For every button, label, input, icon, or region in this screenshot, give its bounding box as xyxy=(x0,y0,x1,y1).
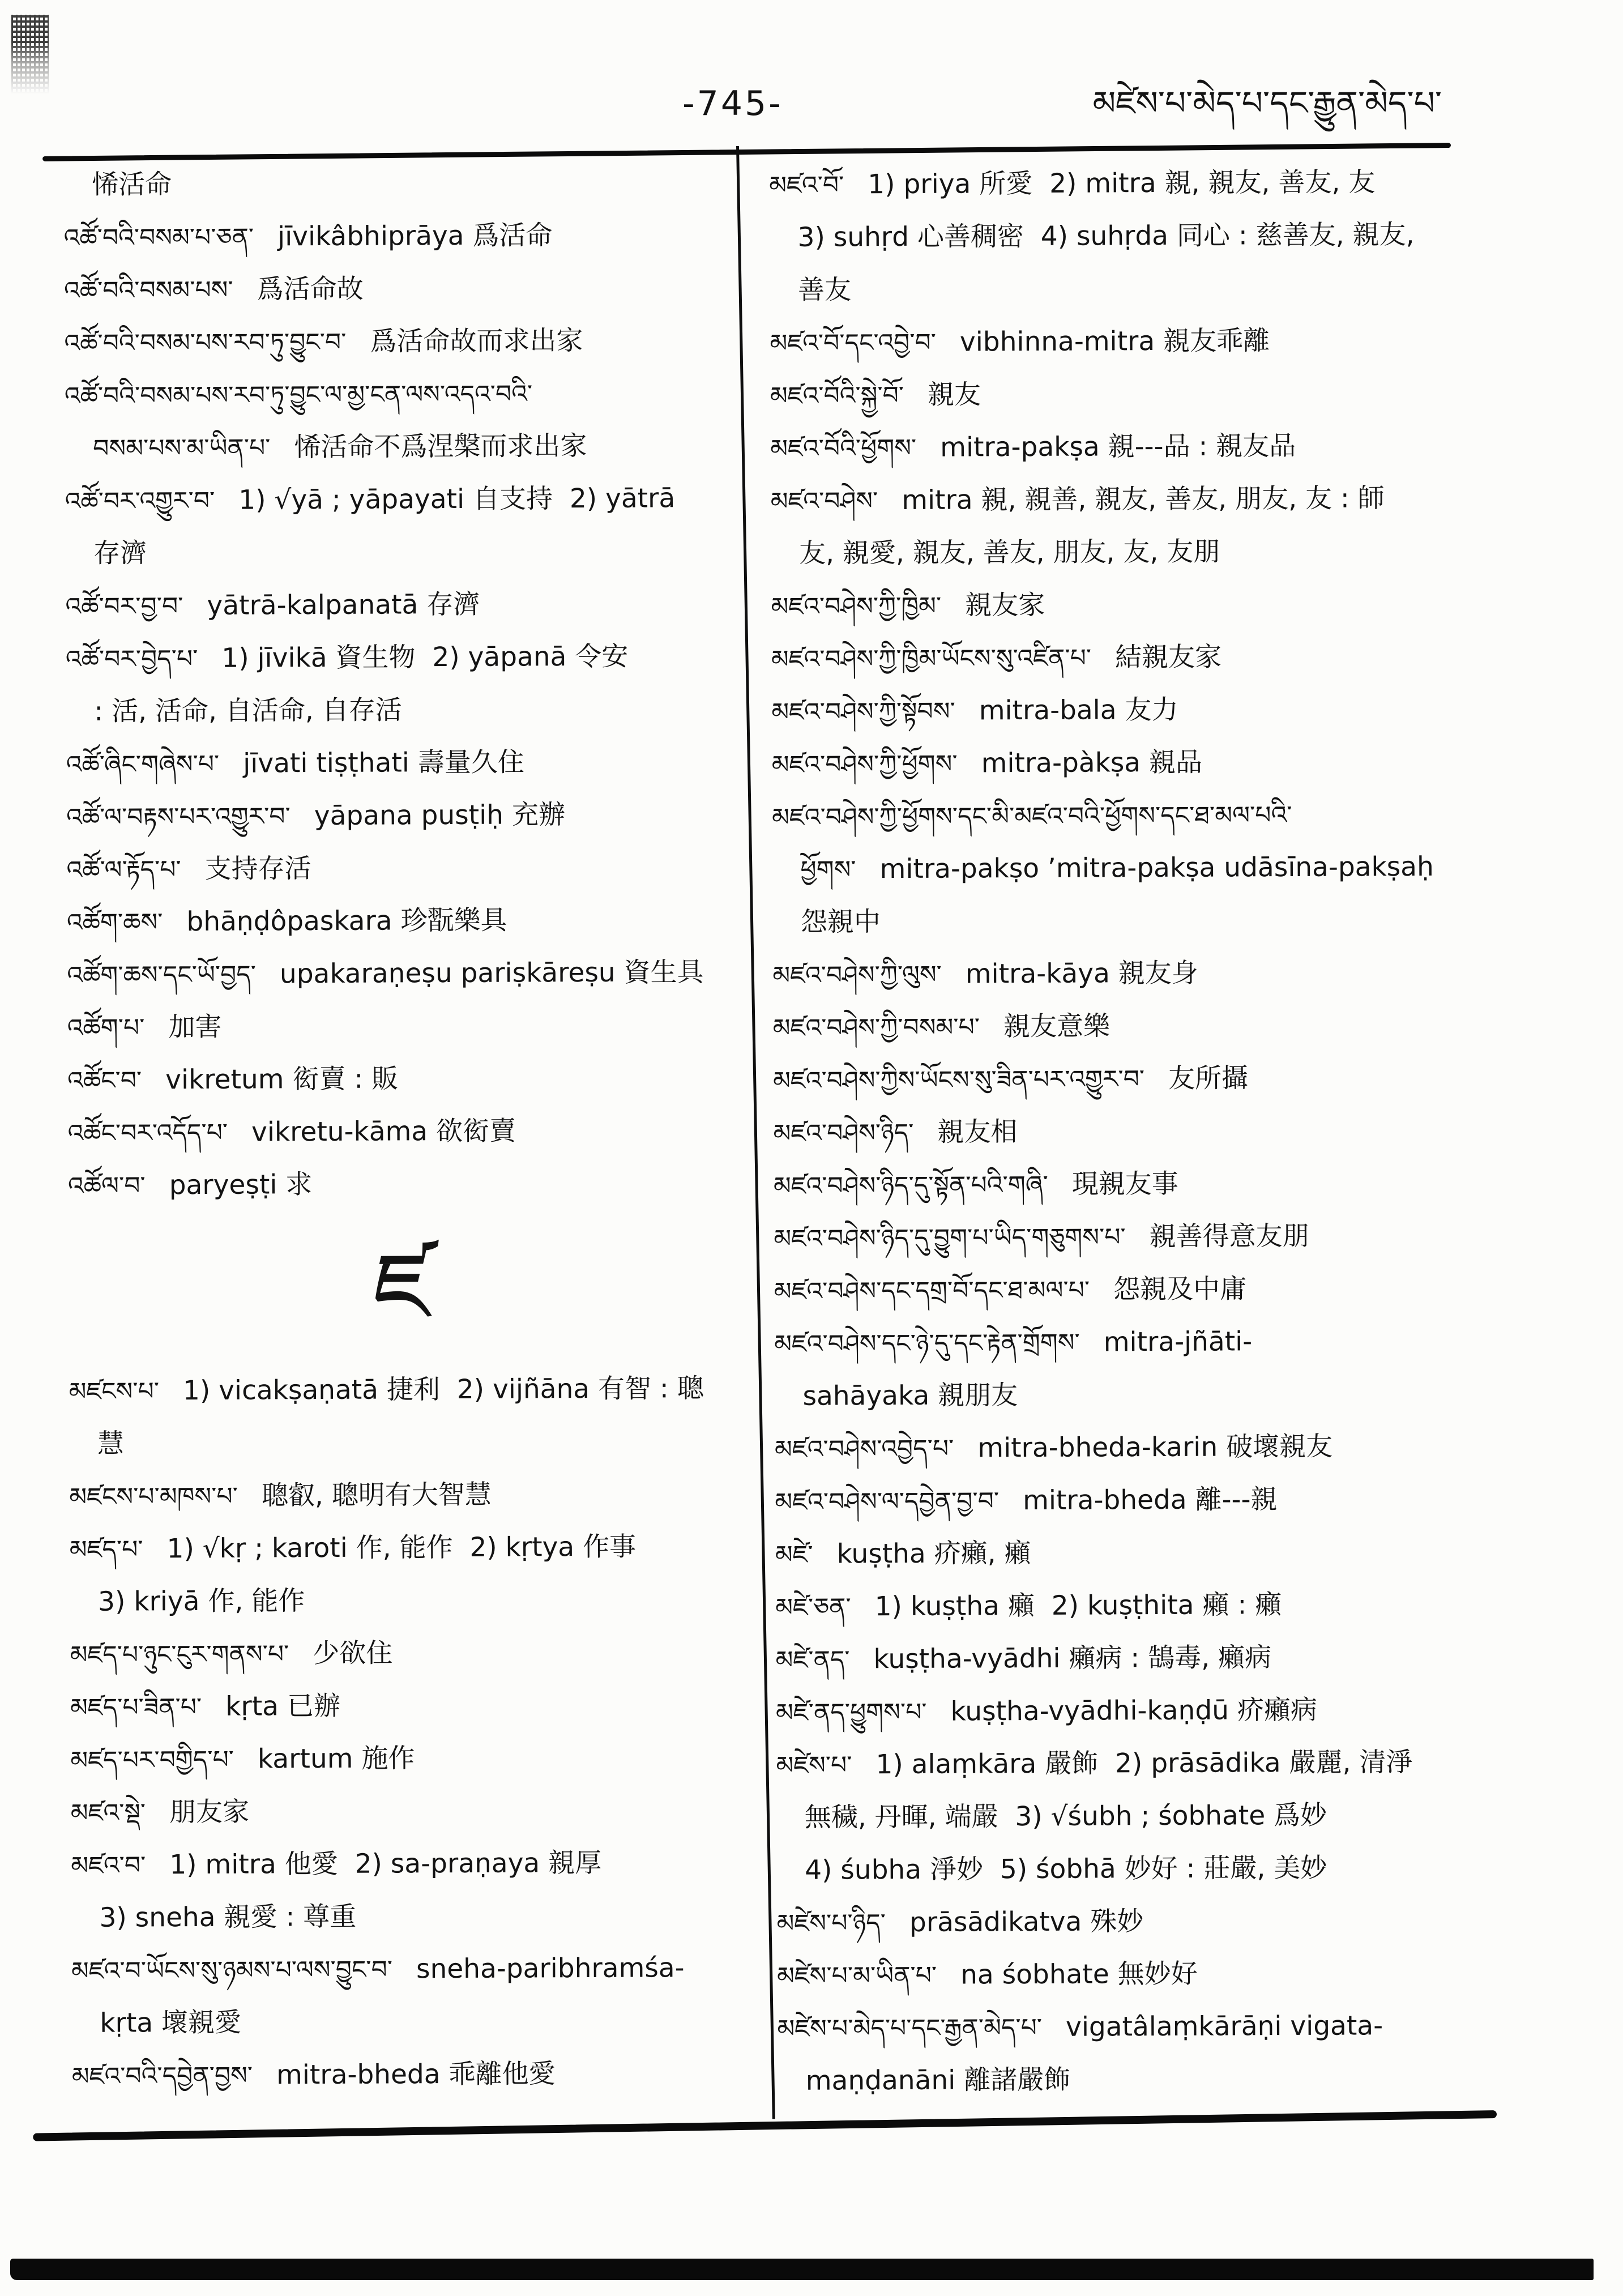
entry-line xyxy=(68,1156,735,1212)
tibetan-headword: མཛའ་བཤེས་ xyxy=(770,486,878,516)
page-number: -745- xyxy=(682,84,783,123)
gloss-text: 3) kriyā 作, 能作 xyxy=(97,1585,305,1618)
entry-line xyxy=(774,1314,1536,1370)
continuation-line xyxy=(63,156,731,211)
gloss-text: mitra-bheda 乖離他愛 xyxy=(276,2058,556,2091)
scan-dark-band-artifact xyxy=(10,2259,1594,2280)
gloss-text: mitra-bheda 離---親 xyxy=(1023,1484,1278,1517)
tibetan-headword: མཛའ་བཤེས་ཀྱི་ཕྱོགས་ xyxy=(771,749,958,779)
gloss-text: vibhinna-mitra 親友乖離 xyxy=(959,325,1270,358)
gloss-text: kuṣṭha-vyādhi 癩病 : 鵠毒, 癩病 xyxy=(873,1642,1272,1675)
entry-line xyxy=(775,1472,1536,1528)
gloss-text: 親友 xyxy=(927,379,981,411)
entry-line xyxy=(67,893,734,949)
entry-line xyxy=(67,946,734,1001)
tibetan-headword: མཛད་པ་ཉུང་ངུར་གནས་པ་ xyxy=(70,1640,289,1670)
tibetan-headword: མཛའ་བཤེས་ཀྱི་ལུས་ xyxy=(772,960,942,990)
tibetan-headword: མཛེས་པ་མེད་པ་དང་རྒྱན་མེད་པ་ xyxy=(777,2013,1043,2043)
entry-line xyxy=(64,314,731,369)
entry-line xyxy=(67,998,734,1054)
tibetan-headword: མཛའ་བ་ xyxy=(71,1851,146,1880)
gloss-text: 加害 xyxy=(168,1011,222,1043)
continuation-line xyxy=(776,1788,1538,1844)
gloss-text: 1) √kṛ ; karoti 作, 能作 2) kṛtya 作事 xyxy=(166,1531,637,1565)
gloss-text: mitra-jñāti- xyxy=(1103,1326,1253,1358)
entry-line xyxy=(777,1946,1539,2002)
entry-line xyxy=(71,1836,738,1892)
gloss-text: 1) jīvikā 資生物 2) yāpanā 令安 xyxy=(221,641,629,674)
gloss-text: paryeṣṭi 求 xyxy=(169,1169,313,1201)
tibetan-headword: འཚོལ་བ་ xyxy=(67,1171,146,1201)
entry-line xyxy=(776,1735,1537,1791)
entry-line xyxy=(66,788,733,843)
tibetan-headword: འཚོ་བའི་བསམ་པས་རབ་ཏུ་བྱུང་ལ་མྱ་ངན་ལས་འདའ་བའི་ xyxy=(64,379,533,411)
entry-line xyxy=(771,629,1533,685)
continuation-line xyxy=(771,524,1532,580)
tibetan-headword: བསམ་པས་མ་ཡིན་པ་ xyxy=(93,433,271,463)
gloss-text: mitra 親, 親善, 親友, 善友, 朋友, 友 : 師 xyxy=(902,483,1385,516)
entry-line xyxy=(775,1630,1537,1686)
section-letter: ཛ xyxy=(373,1232,431,1342)
tibetan-headword: འཚོ་བའི་བསམ་པ་ཅན་ xyxy=(63,223,254,253)
tibetan-headword: འཚོ་ལ་རྟོད་པ་ xyxy=(66,855,181,885)
tibetan-headword: འཚོ་བའི་བསམ་པས་ xyxy=(63,275,233,305)
gloss-text: mitra-kāya 親友身 xyxy=(965,957,1198,990)
entry-line xyxy=(771,577,1532,633)
entry-line xyxy=(772,998,1534,1054)
tibetan-headword: མཛེ་ནད་ཕྱུགས་པ་ xyxy=(775,1697,927,1727)
tibetan-headword: མཛའ་བའི་དབྱེན་བྱས་ xyxy=(71,2061,253,2091)
tibetan-headword: མཛེས་པ་ཉིད་ xyxy=(776,1909,886,1938)
gloss-text: 3) suhṛd 心善稠密 4) suhṛda 同心 : 慈善友, 親友, xyxy=(797,219,1415,253)
tibetan-headword: འཚོག་ཆས་ xyxy=(66,908,163,937)
gloss-text: 3) sneha 親愛 : 尊重 xyxy=(99,1901,357,1934)
tibetan-headword: འཚོག་ཆས་དང་ཡོ་བྱད་ xyxy=(67,960,257,990)
entry-line xyxy=(770,366,1532,422)
gloss-text: 聰叡, 聰明有大智慧 xyxy=(261,1479,492,1512)
entry-line xyxy=(67,1104,734,1159)
continuation-line xyxy=(772,893,1534,949)
entry-line xyxy=(64,261,731,317)
gloss-text: 少欲住 xyxy=(313,1637,393,1670)
tibetan-headword: མཛའ་བཤེས་ཀྱི་ཁྱིམ་ཡོངས་སུ་འཛིན་པ་ xyxy=(771,643,1092,674)
gloss-text: kṛta 已辦 xyxy=(225,1690,341,1722)
entry-line xyxy=(65,472,732,527)
continuation-line xyxy=(71,1889,738,1944)
continuation-line xyxy=(778,2051,1539,2107)
gloss-text: mitra-bala 友力 xyxy=(979,694,1178,727)
gloss-text: 朋友家 xyxy=(169,1796,250,1828)
left-column xyxy=(63,156,739,2102)
gloss-text: 親友相 xyxy=(937,1116,1018,1148)
entry-line xyxy=(69,1467,736,1523)
continuation-line xyxy=(774,1367,1536,1423)
gloss-text: 存濟 xyxy=(93,537,147,569)
gloss-text: 友所攝 xyxy=(1168,1062,1249,1094)
continuation-line xyxy=(769,208,1531,264)
entry-line xyxy=(770,471,1532,527)
right-column xyxy=(769,155,1539,2107)
gloss-text: sahāyaka 親朋友 xyxy=(802,1380,1018,1412)
gloss-text: na śobhate 無妙好 xyxy=(960,1958,1198,1991)
entry-line xyxy=(66,840,733,896)
gloss-text: prāsādikatva 殊妙 xyxy=(909,1906,1144,1938)
tibetan-headword: མཛའ་བཤེས་ལ་དབྱེན་བྱ་བ་ xyxy=(775,1487,1000,1517)
entry-line xyxy=(774,1209,1535,1265)
entry-line xyxy=(776,1893,1538,1949)
tibetan-headword: འཚོ་བར་བྱེད་པ་ xyxy=(65,644,198,674)
tibetan-headword: འཚོང་བར་འདོད་པ་ xyxy=(67,1118,228,1148)
gloss-text: : 活, 活命, 自活命, 自存活 xyxy=(94,694,402,727)
gloss-text: 爲活命故而求出家 xyxy=(370,325,583,357)
entry-line xyxy=(65,577,732,633)
gloss-text: kṛta 壞親愛 xyxy=(100,2007,242,2039)
tibetan-headword: མཛའ་བཤེས་ཀྱི་ཕྱོགས་དང་མི་མཛའ་བའི་ཕྱོགས་དང་ཐ་མལ་པའི་ xyxy=(771,800,1292,832)
gloss-text: mitra-pakṣa 親---品 : 親友品 xyxy=(940,430,1296,463)
entry-line xyxy=(66,630,733,685)
tibetan-headword: མཛེས་པ་ xyxy=(776,1751,852,1780)
tibetan-headword: མཛའ་བཤེས་ཀྱི་ཁྱིམ་ xyxy=(771,591,942,621)
gloss-text: 親善得意友朋 xyxy=(1149,1220,1309,1253)
tibetan-headword: མཛའ་བཤེས་འབྱེད་པ་ xyxy=(774,1434,954,1464)
entry-line xyxy=(770,313,1531,369)
gloss-text: upakaraṇeṣu pariṣkāreṣu 資生具 xyxy=(279,957,704,990)
tibetan-headword: འཚོ་ཞིང་གཞེས་པ་ xyxy=(66,749,220,779)
gloss-text: 結親友家 xyxy=(1114,641,1222,673)
bottom-rule xyxy=(33,2110,1497,2141)
tibetan-headword: མཛེས་པ་མ་ཡིན་པ་ xyxy=(776,1961,937,1991)
tibetan-headword: མཛའ་བཤེས་ཀྱིས་ཡོངས་སུ་ཟིན་པར་འགྱུར་བ་ xyxy=(772,1065,1145,1095)
gloss-text: 善友 xyxy=(797,274,852,306)
gloss-text: yātrā-kalpanatā 存濟 xyxy=(207,588,480,621)
gloss-text: jīvikâbhiprāya 爲活命 xyxy=(277,220,553,253)
entry-line xyxy=(777,1999,1539,2055)
tibetan-headword: མཛེ་ནད་ xyxy=(775,1645,850,1675)
tibetan-headword: མཛད་པ་ཟིན་པ་ xyxy=(70,1692,202,1722)
continuation-line xyxy=(776,1841,1538,1897)
scan-smudge-artifact xyxy=(11,15,49,94)
gloss-text: 慧 xyxy=(97,1428,125,1459)
gloss-text: bhāṇḍôpaskara 珍翫樂具 xyxy=(186,904,507,938)
entry-line xyxy=(72,2047,739,2102)
entry-line xyxy=(69,1362,736,1418)
entry-line xyxy=(63,208,731,264)
entry-line xyxy=(71,1783,738,1839)
entry-line xyxy=(776,1683,1537,1739)
tibetan-headword: མཛེ་ xyxy=(775,1540,813,1569)
tibetan-headword: འཚོ་བའི་བསམ་པས་རབ་ཏུ་བྱུང་བ་ xyxy=(64,327,347,358)
gloss-text: jīvati tiṣṭhati 壽量久住 xyxy=(243,746,524,779)
gloss-text: 怨親中 xyxy=(800,906,881,938)
tibetan-headword: མཛངས་པ་མཁས་པ་ xyxy=(69,1482,238,1512)
gloss-text: kuṣṭha 疥癩, 癩 xyxy=(836,1538,1031,1570)
continuation-line xyxy=(65,419,732,475)
continuation-line xyxy=(71,1994,738,2050)
tibetan-headword: འཚོག་པ་ xyxy=(67,1013,145,1043)
continuation-line xyxy=(69,1415,736,1470)
tibetan-headword: འཚོ་བར་འགྱུར་བ་ xyxy=(65,486,215,516)
entry-line xyxy=(772,945,1534,1001)
gloss-text: 無穢, 丹暉, 端嚴 3) √śubh ; śobhate 爲妙 xyxy=(804,1799,1327,1833)
gloss-text: kuṣṭha-vyādhi-kaṇḍū 疥癩病 xyxy=(950,1694,1318,1727)
gloss-text: 1) √yā ; yāpayati 自支持 2) yātrā xyxy=(238,483,676,516)
entry-line xyxy=(773,1051,1535,1107)
gloss-text: mitra-pakṣo ’mitra-pakṣa udāsīna-pakṣaḥ xyxy=(879,851,1434,885)
tibetan-headword: མཛའ་བཤེས་དང་ཉེ་དུ་དང་རྟེན་གྲོགས་ xyxy=(774,1328,1080,1359)
gloss-text: sneha-paribhramśa- xyxy=(416,1952,685,1985)
tibetan-headword: མཛའ་བོའི་སྐྱེ་བོ་ xyxy=(770,381,904,411)
entry-line xyxy=(70,1625,737,1681)
entry-line xyxy=(774,1156,1535,1212)
gloss-text: maṇḍanāni 離諸嚴飾 xyxy=(805,2064,1071,2097)
gloss-text: 悕活命 xyxy=(92,169,172,200)
tibetan-headword: འཚོང་བ་ xyxy=(67,1066,142,1095)
gloss-text: 親友家 xyxy=(965,589,1045,621)
tibetan-headword: མཛད་པར་བགྱིད་པ་ xyxy=(70,1745,234,1775)
tibetan-headword: འཚོ་ལ་བརྟས་པར་འགྱུར་བ་ xyxy=(66,802,291,832)
continuation-line xyxy=(70,1573,737,1628)
tibetan-headword: མཛའ་བཤེས་དང་དགྲ་བོ་དང་ཐ་མལ་པ་ xyxy=(774,1275,1090,1306)
tibetan-headword: མཛའ་བཤེས་ཀྱི་སྟོབས་ xyxy=(771,697,955,727)
gloss-text: 1) alaṃkāra 嚴飾 2) prāsādika 嚴麗, 清淨 xyxy=(875,1747,1413,1781)
tibetan-headword: མཛའ་བཤེས་ཉིད་དུ་སྟོན་པའི་གཞི་ xyxy=(773,1170,1048,1201)
tibetan-headword: མཛེ་ཅན་ xyxy=(775,1593,851,1622)
entry-line xyxy=(775,1525,1537,1581)
tibetan-headword: མཛའ་བཤེས་ཉིད་ xyxy=(773,1118,914,1148)
gloss-text: 怨親及中庸 xyxy=(1113,1273,1247,1305)
entry-line xyxy=(772,787,1534,843)
gloss-text: 1) vicakṣaṇatā 捷利 2) vijñāna 有智 : 聰 xyxy=(182,1373,704,1407)
section-heading-dza xyxy=(68,1209,736,1365)
gloss-text: 4) śubha 淨妙 5) śobhā 妙好 : 莊嚴, 美妙 xyxy=(805,1852,1327,1886)
gloss-text: vikretu-kāma 欲衒賣 xyxy=(251,1115,516,1148)
gloss-text: 爲活命故 xyxy=(257,273,364,305)
tibetan-headword: མཛའ་བོའི་ཕྱོགས་ xyxy=(770,433,917,463)
gloss-text: 親友意樂 xyxy=(1003,1010,1111,1043)
entry-line xyxy=(769,155,1531,211)
entry-line xyxy=(773,1103,1535,1159)
gloss-text: 悕活命不爲涅槃而求出家 xyxy=(294,430,587,463)
gloss-text: 現親友事 xyxy=(1071,1168,1178,1200)
tibetan-headword: མཛའ་སྡེ་ xyxy=(70,1798,146,1828)
gloss-text: 支持存活 xyxy=(204,853,311,885)
continuation-line xyxy=(66,682,733,738)
tibetan-headword: མཛའ་བོ་ xyxy=(769,170,844,200)
continuation-line xyxy=(770,261,1531,317)
continuation-line xyxy=(65,524,732,580)
continuation-line xyxy=(772,840,1534,896)
gloss-text: mitra-bheda-karin 破壞親友 xyxy=(977,1431,1333,1464)
entry-line xyxy=(70,1678,737,1734)
gloss-text: vigatâlaṃkārāṇi vigata- xyxy=(1065,2010,1383,2043)
gloss-text: 1) priya 所愛 2) mitra 親, 親友, 善友, 友 xyxy=(868,167,1376,200)
tibetan-headword: མཛངས་པ་ xyxy=(69,1377,160,1406)
tibetan-headword: མཛའ་བཤེས་ཉིད་དུ་བྱུག་པ་ཡིད་གཅུགས་པ་ xyxy=(774,1223,1126,1253)
entry-line xyxy=(71,1941,738,1997)
tibetan-headword: འཚོ་བར་བྱ་བ་ xyxy=(65,592,183,621)
entry-line xyxy=(771,735,1533,791)
column-divider-rule xyxy=(736,146,775,2119)
tibetan-headword: མཛའ་བཤེས་ཀྱི་བསམ་པ་ xyxy=(772,1013,980,1043)
entry-line xyxy=(67,1051,734,1107)
entry-line xyxy=(70,1731,737,1786)
entry-line xyxy=(771,682,1533,738)
gloss-text: yāpana pusṭiḥ 充辦 xyxy=(314,799,566,832)
entry-line xyxy=(774,1261,1536,1317)
entry-line xyxy=(775,1577,1537,1633)
gloss-text: kartum 施作 xyxy=(257,1743,415,1775)
gloss-text: 1) mitra 他愛 2) sa-praṇaya 親厚 xyxy=(169,1847,602,1881)
entry-line xyxy=(66,735,733,791)
entry-line xyxy=(770,419,1532,475)
tibetan-headword: མཛད་པ་ xyxy=(69,1535,143,1564)
running-head-tibetan: མཛེས་པ་མེད་པ་དང་རྒྱུན་མེད་པ་ xyxy=(1092,84,1442,122)
tibetan-headword: ཕྱོགས་ xyxy=(800,855,856,885)
gloss-text: vikretum 衒賣 : 販 xyxy=(165,1063,399,1096)
tibetan-headword: མཛའ་བོ་དང་འབྱེ་བ་ xyxy=(770,328,937,358)
gloss-text: 1) kuṣṭha 癩 2) kuṣṭhita 癩 : 癩 xyxy=(874,1589,1282,1623)
entry-line xyxy=(70,1520,737,1576)
entry-line xyxy=(775,1419,1536,1475)
entry-line xyxy=(65,366,732,422)
gloss-text: mitra-pàkṣa 親品 xyxy=(981,746,1203,779)
gloss-text: 友, 親愛, 親友, 善友, 朋友, 友, 友朋 xyxy=(798,536,1220,569)
tibetan-headword: མཛའ་བ་ཡོངས་སུ་ཉམས་པ་ལས་བྱུང་བ་ xyxy=(71,1955,393,1986)
